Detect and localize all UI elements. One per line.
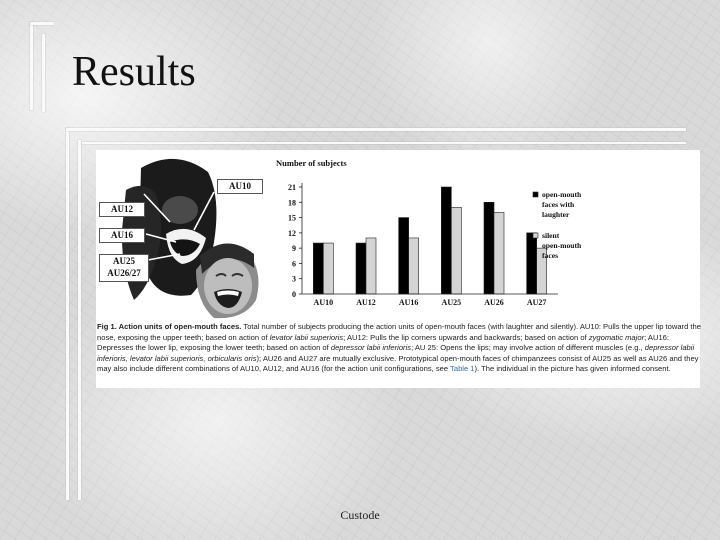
legend-label-line: open-mouth xyxy=(542,241,582,250)
legend-label-line: open-mouth xyxy=(542,190,582,199)
legend-label xyxy=(542,231,582,260)
decor-line-horizontal-1 xyxy=(30,22,54,25)
caption-text-5: ); AU26 and AU27 are mutually exclusive. Prototypical open-mouth faces of chimpanzees consist of AU25 as well as AU26 and they may also include different combinations of AU10, AU12, and AU16 (for the action unit configurations, see xyxy=(97,353,699,374)
bar xyxy=(366,238,376,294)
figure-caption xyxy=(96,322,701,375)
caption-text-1: Total number of subjects producing the action units of open-mouth faces (with laughter and silently). AU10: Pulls the upper lip toward the nose, exposing the upper teeth; based on action of xyxy=(97,322,701,342)
bar xyxy=(451,207,461,294)
bar xyxy=(323,243,333,294)
y-tick-label: 15 xyxy=(288,213,296,223)
x-tick-label: AU10 xyxy=(313,298,334,307)
au-label-au25-group xyxy=(99,254,149,282)
bar-series xyxy=(313,187,546,294)
bar xyxy=(313,243,323,294)
bar xyxy=(494,212,504,294)
decor-line-vertical-3 xyxy=(66,128,69,500)
caption-text-3: ; AU16: Depresses the lower lip, exposing the lower teeth; based on action of xyxy=(97,332,669,353)
legend-label-line: faces with xyxy=(542,200,575,209)
decor-line-horizontal-2 xyxy=(66,128,686,131)
x-tick-label: AU12 xyxy=(356,298,376,307)
x-tick-label: AU25 xyxy=(441,298,462,307)
x-axis xyxy=(302,294,558,307)
x-tick-label: AU26 xyxy=(484,298,504,307)
chart-title: Number of subjects xyxy=(276,158,347,168)
caption-label: Fig 1. Action units of open-mouth faces. xyxy=(97,322,242,331)
legend-label-line: laughter xyxy=(542,210,570,219)
y-tick-label: 12 xyxy=(288,228,296,238)
au-label-au16: AU16 xyxy=(99,228,145,243)
bar xyxy=(484,202,494,294)
y-tick-label: 3 xyxy=(292,274,296,284)
slide-footer: Custode xyxy=(340,508,380,522)
slide-title: Results xyxy=(72,49,196,95)
decor-line-vertical-2 xyxy=(42,34,45,112)
bar xyxy=(409,238,419,294)
caption-text-4: ; AU 25: Opens the lips; may involve action of different muscles (e.g., xyxy=(411,343,645,353)
x-tick-label: AU16 xyxy=(398,298,419,307)
y-tick-label: 18 xyxy=(288,198,296,208)
caption-text-2: ; AU12: Pulls the lip corners upwards and backwards; based on action of xyxy=(343,332,589,342)
caption-italic-4: depressor labii inferioris, levator labii superioris, orbicularis oris xyxy=(97,343,695,363)
bar xyxy=(399,218,409,294)
y-tick-label: 6 xyxy=(292,259,296,269)
legend-swatch xyxy=(533,233,538,238)
caption-table-link[interactable]: Table 1 xyxy=(450,364,475,374)
legend-label xyxy=(542,190,582,219)
bar xyxy=(356,243,366,294)
decor-line-vertical-1 xyxy=(30,22,33,110)
bar xyxy=(441,187,451,294)
caption-italic-3: depressor labii inferioris xyxy=(330,343,412,353)
figure-panel xyxy=(96,150,700,388)
x-tick-label: AU27 xyxy=(526,298,547,307)
bar xyxy=(527,233,537,294)
legend-label-line: faces xyxy=(542,251,559,260)
au-label-au12: AU12 xyxy=(99,202,145,217)
caption-italic-2: zygomatic major xyxy=(588,332,645,342)
caption-text-6: ). The individual in the picture has given informed consent. xyxy=(474,364,671,374)
y-tick-label: 0 xyxy=(292,290,296,299)
au-label-au26-27: AU26/27 xyxy=(107,268,141,278)
au-label-au10: AU10 xyxy=(217,179,263,194)
y-axis xyxy=(288,183,302,299)
decor-line-vertical-4 xyxy=(78,140,81,500)
bar-chart xyxy=(266,150,596,320)
decor-line-horizontal-3 xyxy=(82,142,686,144)
y-tick-label: 9 xyxy=(292,244,296,254)
legend-swatch xyxy=(533,192,538,197)
caption-italic-1: levator labii superioris xyxy=(269,332,344,342)
au-label-au25: AU25 xyxy=(113,256,135,266)
legend-label-line: silent xyxy=(542,231,560,240)
y-tick-label: 21 xyxy=(288,183,296,192)
